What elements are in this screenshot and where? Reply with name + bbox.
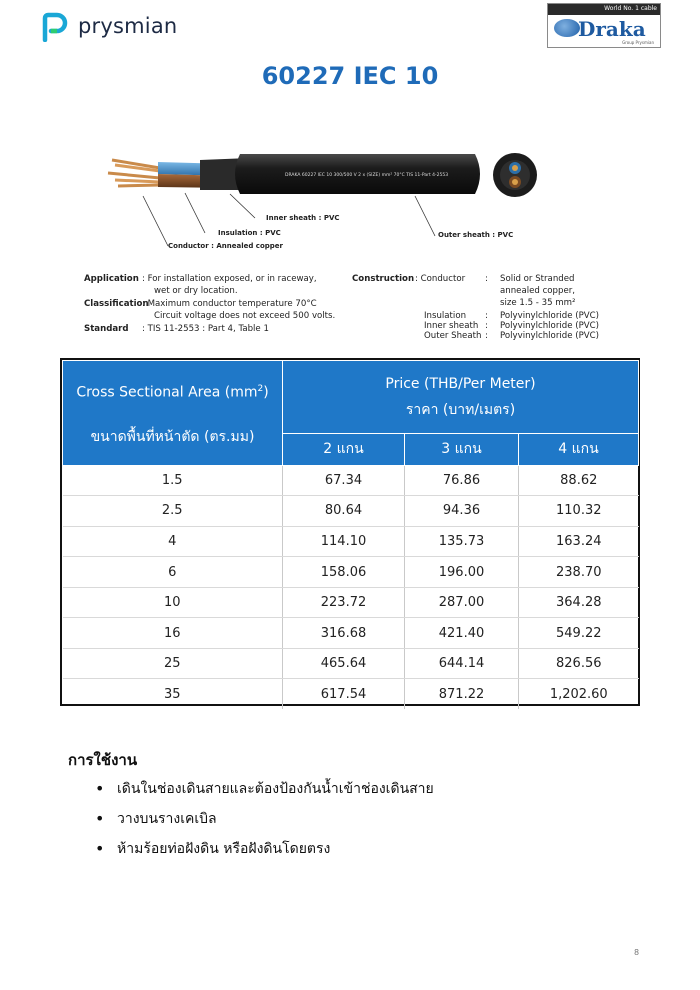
price-cell: 163.24 — [519, 526, 639, 557]
draka-tagline: World No. 1 cable — [604, 5, 657, 12]
price-cell: 223.72 — [283, 587, 405, 618]
table-row — [63, 648, 639, 679]
draka-subtitle: Group Prysmian — [622, 40, 654, 45]
application-label: Application — [84, 274, 139, 284]
price-cell: 421.40 — [405, 618, 519, 649]
list-item: • วางบนรางเคเบิล — [95, 808, 434, 838]
price-cell: 80.64 — [283, 496, 405, 527]
csa-header-en: Cross Sectional Area $(mm^2)$ — [76, 384, 269, 401]
construction-value-1: annealed copper, — [500, 286, 576, 296]
construction-name-3: Insulation — [424, 311, 467, 321]
cable-illustration — [90, 138, 560, 262]
price-table — [60, 358, 640, 706]
core-header-2: 2 แกน — [283, 434, 405, 465]
table-row — [63, 618, 639, 649]
csa-header-th: ขนาดพื้นที่หน้าตัด (ตร.มม) — [90, 428, 255, 445]
classification-label: Classification — [84, 299, 149, 309]
inner-sheath-label: Inner sheath : PVC — [266, 214, 340, 222]
construction-value-5: Polyvinylchloride (PVC) — [500, 331, 599, 341]
price-cell: 196.00 — [405, 557, 519, 588]
price-cell: 549.22 — [519, 618, 639, 649]
construction-name-4: Inner sheath — [424, 321, 479, 331]
classification-text-1: : Maximum conductor temperature 70°C — [142, 299, 317, 309]
list-item: • เดินในช่องเดินสายและต้องป้องกันน้ำเข้าช่องเดินสาย — [95, 778, 434, 808]
price-header-th: ราคา (บาท/เมตร) — [405, 402, 516, 419]
price-cell: 1,202.60 — [549, 686, 608, 702]
core-header-3: 3 แกน — [405, 434, 519, 465]
price-cell: 114.10 — [283, 526, 405, 557]
price-cell: 135.73 — [405, 526, 519, 557]
list-item: • ห้ามร้อยท่อฝังดิน หรือฝังดินโดยตรง — [95, 838, 434, 868]
outer-sheath-label: Outer sheath : PVC — [438, 231, 514, 239]
construction-value-3: Polyvinylchloride (PVC) — [500, 311, 599, 321]
prysmian-wordmark: prysmian — [78, 14, 178, 38]
size-cell: 6 — [63, 557, 283, 588]
page-title: 60227 IEC 10 — [261, 62, 439, 90]
standard-text: : TIS 11-2553 : Part 4, Table 1 — [142, 324, 269, 334]
globe-icon — [554, 19, 580, 37]
construction-value-0: Solid or Stranded — [500, 274, 575, 284]
size-cell: 1.5 — [63, 465, 283, 496]
size-cell: 35 — [63, 679, 283, 709]
classification-text-2: Circuit voltage does not exceed 500 volts. — [154, 311, 336, 321]
price-cell: 238.70 — [519, 557, 639, 588]
usage-list — [95, 778, 434, 868]
construction-sep-5: : — [485, 331, 488, 341]
price-cell: 364.28 — [519, 587, 639, 618]
price-cell: 644.14 — [405, 648, 519, 679]
size-cell: 10 — [63, 587, 283, 618]
price-cell: 67.34 — [283, 465, 405, 496]
price-cell: 287.00 — [405, 587, 519, 618]
price-header — [283, 361, 639, 434]
size-cell: 2.5 — [63, 496, 283, 527]
price-cell: 110.32 — [519, 496, 639, 527]
price-header-en: Price (THB/Per Meter) — [385, 376, 536, 393]
price-cell: 76.86 — [405, 465, 519, 496]
table-row — [63, 557, 639, 588]
table-row — [63, 526, 639, 557]
application-text-2: wet or dry location. — [154, 286, 238, 296]
price-cell: 465.64 — [283, 648, 405, 679]
price-cell: 871.22 — [405, 679, 519, 709]
construction-sep-0: : — [485, 274, 488, 284]
size-cell: 16 — [63, 618, 283, 649]
table-row — [63, 679, 639, 709]
table-row — [63, 496, 639, 527]
insulation-label: Insulation : PVC — [218, 229, 281, 237]
usage-heading: การใช้งาน — [68, 751, 138, 769]
cable-print: DRAKA 60227 IEC 10 300/500 V 2 x (SIZE) mm² 70°C TIS 11-Part 4-2553 — [285, 173, 449, 178]
construction-name-0: : Conductor — [415, 274, 466, 284]
conductor-label: Conductor : Annealed copper — [168, 242, 283, 250]
prysmian-logo — [40, 9, 177, 43]
core-header-4: 4 แกน — [519, 434, 639, 465]
table-row — [63, 587, 639, 618]
draka-wordmark: Draka — [578, 17, 646, 41]
price-cell: 88.62 — [519, 465, 639, 496]
size-cell: 25 — [63, 648, 283, 679]
price-cell: 94.36 — [405, 496, 519, 527]
csa-header — [63, 361, 283, 466]
construction-value-2: size 1.5 - 35 mm² — [500, 298, 576, 308]
price-cell: 158.06 — [283, 557, 405, 588]
draka-logo — [547, 3, 661, 48]
price-cell: 617.54 — [283, 679, 405, 709]
cable-drawing — [90, 138, 560, 258]
construction-name-5: Outer Sheath — [424, 331, 482, 341]
table-row — [63, 465, 639, 496]
price-cell: 826.56 — [519, 648, 639, 679]
price-cell: 316.68 — [283, 618, 405, 649]
size-cell: 4 — [63, 526, 283, 557]
construction-sep-4: : — [485, 321, 488, 331]
construction-label: Construction — [352, 274, 415, 284]
construction-sep-3: : — [485, 311, 488, 321]
application-text-1: : For installation exposed, or in raceway, — [142, 274, 317, 284]
construction-value-4: Polyvinylchloride (PVC) — [500, 321, 599, 331]
page-number: 8 — [634, 948, 640, 957]
standard-label: Standard — [84, 324, 129, 334]
prysmian-mark-icon — [40, 10, 70, 42]
